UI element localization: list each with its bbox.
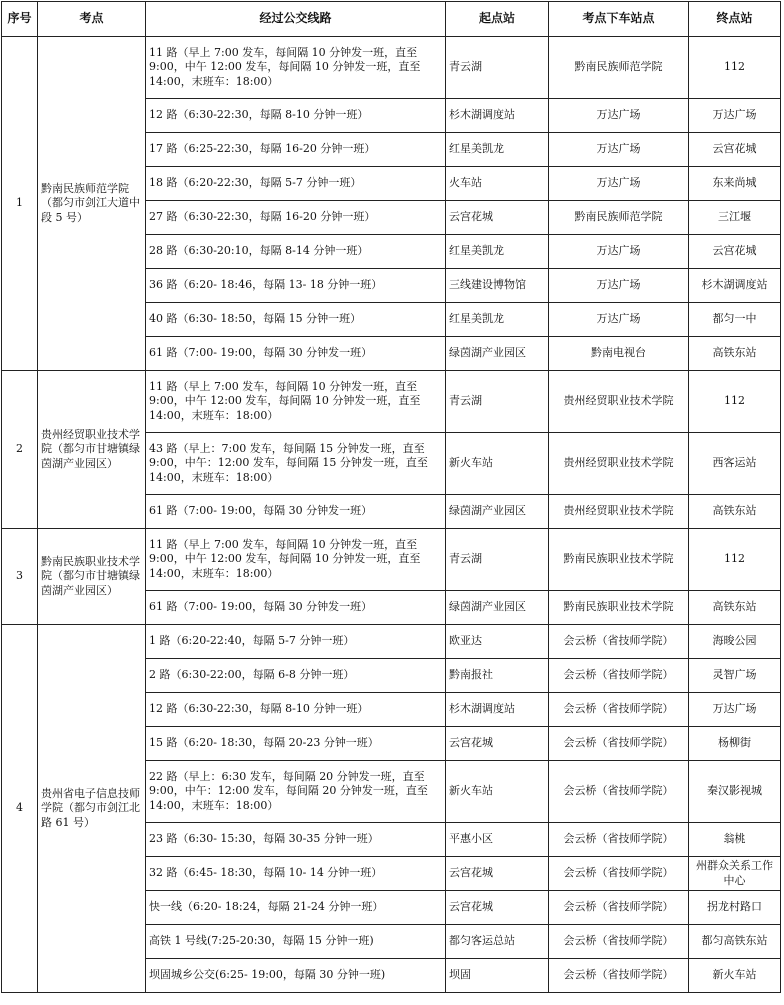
end-cell: 拐龙村路口 [689, 891, 781, 925]
route-cell: 28 路（6:30-20:10，每隔 8-14 分钟一班） [146, 235, 446, 269]
end-cell: 州群众关系工作中心 [689, 857, 781, 891]
stop-cell: 会云桥（省技师学院） [549, 727, 689, 761]
route-cell: 23 路（6:30- 15:30，每隔 30-35 分钟一班） [146, 823, 446, 857]
start-cell: 绿茵湖产业园区 [446, 591, 549, 625]
table-row [2, 625, 781, 659]
end-cell: 翁桃 [689, 823, 781, 857]
end-cell: 三江堰 [689, 201, 781, 235]
stop-cell: 会云桥（省技师学院） [549, 959, 689, 993]
stop-cell: 会云桥（省技师学院） [549, 693, 689, 727]
end-cell: 高铁东站 [689, 591, 781, 625]
start-cell: 红星美凯龙 [446, 235, 549, 269]
end-cell: 112 [689, 529, 781, 591]
start-cell: 青云湖 [446, 371, 549, 433]
stop-cell: 会云桥（省技师学院） [549, 857, 689, 891]
stop-cell: 会云桥（省技师学院） [549, 925, 689, 959]
route-cell: 18 路（6:20-22:30，每隔 5-7 分钟一班） [146, 167, 446, 201]
start-cell: 红星美凯龙 [446, 303, 549, 337]
end-cell: 杨柳街 [689, 727, 781, 761]
stop-cell: 万达广场 [549, 167, 689, 201]
stop-cell: 会云桥（省技师学院） [549, 761, 689, 823]
end-cell: 海晙公园 [689, 625, 781, 659]
stop-cell: 万达广场 [549, 133, 689, 167]
stop-cell: 黔南民族师范学院 [549, 37, 689, 99]
table-row [2, 37, 781, 99]
start-cell: 欧亚达 [446, 625, 549, 659]
stop-cell: 贵州经贸职业技术学院 [549, 495, 689, 529]
start-cell: 青云湖 [446, 37, 549, 99]
start-cell: 绿茵湖产业园区 [446, 337, 549, 371]
start-cell: 都匀客运总站 [446, 925, 549, 959]
route-cell: 61 路（7:00- 19:00，每隔 30 分钟发一班） [146, 495, 446, 529]
route-cell: 17 路（6:25-22:30，每隔 16-20 分钟一班） [146, 133, 446, 167]
end-cell: 万达广场 [689, 693, 781, 727]
start-cell: 青云湖 [446, 529, 549, 591]
stop-cell: 黔南电视台 [549, 337, 689, 371]
route-cell: 43 路（早上：7:00 发车，每间隔 15 分钟发一班，直至 9:00，中午：12:00 发车，每间隔 15 分钟发一班，直至 14:00，末班车：18:00） [146, 433, 446, 495]
start-cell: 红星美凯龙 [446, 133, 549, 167]
end-cell: 112 [689, 37, 781, 99]
header-end: 终点站 [689, 2, 781, 37]
start-cell: 坝固 [446, 959, 549, 993]
stop-cell: 贵州经贸职业技术学院 [549, 433, 689, 495]
start-cell: 黔南报社 [446, 659, 549, 693]
header-start: 起点站 [446, 2, 549, 37]
stop-cell: 会云桥（省技师学院） [549, 659, 689, 693]
route-cell: 36 路（6:20- 18:46，每隔 13- 18 分钟一班） [146, 269, 446, 303]
start-cell: 新火车站 [446, 761, 549, 823]
end-cell: 都匀高铁东站 [689, 925, 781, 959]
start-cell: 云宫花城 [446, 891, 549, 925]
start-cell: 杉木湖调度站 [446, 99, 549, 133]
route-cell: 2 路（6:30-22:00，每隔 6-8 分钟一班） [146, 659, 446, 693]
route-cell: 12 路（6:30-22:30，每隔 8-10 分钟一班） [146, 99, 446, 133]
start-cell: 云宫花城 [446, 727, 549, 761]
stop-cell: 黔南民族职业技术学院 [549, 591, 689, 625]
end-cell: 杉木湖调度站 [689, 269, 781, 303]
route-cell: 1 路（6:20-22:40，每隔 5-7 分钟一班） [146, 625, 446, 659]
start-cell: 杉木湖调度站 [446, 693, 549, 727]
stop-cell: 万达广场 [549, 235, 689, 269]
end-cell: 东来尚城 [689, 167, 781, 201]
bus-route-table [1, 1, 781, 993]
start-cell: 火车站 [446, 167, 549, 201]
exam-location: 黔南民族职业技术学院（都匀市甘塘镇绿茵湖产业园区） [38, 529, 146, 625]
start-cell: 绿茵湖产业园区 [446, 495, 549, 529]
route-cell: 15 路（6:20- 18:30，每隔 20-23 分钟一班） [146, 727, 446, 761]
end-cell: 112 [689, 371, 781, 433]
end-cell: 云宫花城 [689, 235, 781, 269]
group-index: 3 [2, 529, 38, 625]
start-cell: 平惠小区 [446, 823, 549, 857]
end-cell: 西客运站 [689, 433, 781, 495]
route-cell: 11 路（早上 7:00 发车，每间隔 10 分钟发一班，直至 9:00，中午 12:00 发车，每间隔 10 分钟发一班，直至 14:00，末班车：18:00） [146, 37, 446, 99]
route-cell: 61 路（7:00- 19:00，每隔 30 分钟发一班） [146, 337, 446, 371]
route-cell: 11 路（早上 7:00 发车，每间隔 10 分钟发一班，直至 9:00，中午 12:00 发车，每间隔 10 分钟发一班，直至 14:00，末班车：18:00） [146, 529, 446, 591]
stop-cell: 会云桥（省技师学院） [549, 891, 689, 925]
header-stop: 考点下车站点 [549, 2, 689, 37]
header-row [2, 2, 781, 37]
route-cell: 高铁 1 号线(7:25-20:30，每隔 15 分钟一班) [146, 925, 446, 959]
group-index: 2 [2, 371, 38, 529]
stop-cell: 黔南民族师范学院 [549, 201, 689, 235]
group-index: 4 [2, 625, 38, 993]
stop-cell: 万达广场 [549, 99, 689, 133]
stop-cell: 会云桥（省技师学院） [549, 625, 689, 659]
route-cell: 12 路（6:30-22:30，每隔 8-10 分钟一班） [146, 693, 446, 727]
end-cell: 都匀一中 [689, 303, 781, 337]
stop-cell: 万达广场 [549, 269, 689, 303]
stop-cell: 贵州经贸职业技术学院 [549, 371, 689, 433]
table-row [2, 529, 781, 591]
route-cell: 61 路（7:00- 19:00，每隔 30 分钟发一班） [146, 591, 446, 625]
route-cell: 22 路（早上：6:30 发车，每间隔 20 分钟发一班，直至 9:00，中午：12:00 发车，每间隔 20 分钟发一班，直至 14:00，末班车：18:00） [146, 761, 446, 823]
end-cell: 高铁东站 [689, 337, 781, 371]
start-cell: 云宫花城 [446, 857, 549, 891]
route-cell: 32 路（6:45- 18:30，每隔 10- 14 分钟一班） [146, 857, 446, 891]
end-cell: 云宫花城 [689, 133, 781, 167]
stop-cell: 万达广场 [549, 303, 689, 337]
route-cell: 40 路（6:30- 18:50，每隔 15 分钟一班） [146, 303, 446, 337]
route-cell: 27 路（6:30-22:30，每隔 16-20 分钟一班） [146, 201, 446, 235]
header-location: 考点 [38, 2, 146, 37]
stop-cell: 黔南民族职业技术学院 [549, 529, 689, 591]
group-index: 1 [2, 37, 38, 371]
route-cell: 快一线（6:20- 18:24，每隔 21-24 分钟一班） [146, 891, 446, 925]
exam-location: 贵州经贸职业技术学院（都匀市甘塘镇绿茵湖产业园区） [38, 371, 146, 529]
end-cell: 高铁东站 [689, 495, 781, 529]
end-cell: 秦汉影视城 [689, 761, 781, 823]
header-route: 经过公交线路 [146, 2, 446, 37]
start-cell: 云宫花城 [446, 201, 549, 235]
end-cell: 万达广场 [689, 99, 781, 133]
exam-location: 黔南民族师范学院（都匀市剑江大道中段 5 号） [38, 37, 146, 371]
end-cell: 灵智广场 [689, 659, 781, 693]
header-index: 序号 [2, 2, 38, 37]
end-cell: 新火车站 [689, 959, 781, 993]
start-cell: 三线建设博物馆 [446, 269, 549, 303]
exam-location: 贵州省电子信息技师学院（都匀市剑江北路 61 号） [38, 625, 146, 993]
route-cell: 11 路（早上 7:00 发车，每间隔 10 分钟发一班，直至 9:00，中午 12:00 发车，每间隔 10 分钟发一班，直至 14:00，末班车：18:00） [146, 371, 446, 433]
start-cell: 新火车站 [446, 433, 549, 495]
route-cell: 坝固城乡公交(6:25- 19:00，每隔 30 分钟一班) [146, 959, 446, 993]
stop-cell: 会云桥（省技师学院） [549, 823, 689, 857]
table-row [2, 371, 781, 433]
